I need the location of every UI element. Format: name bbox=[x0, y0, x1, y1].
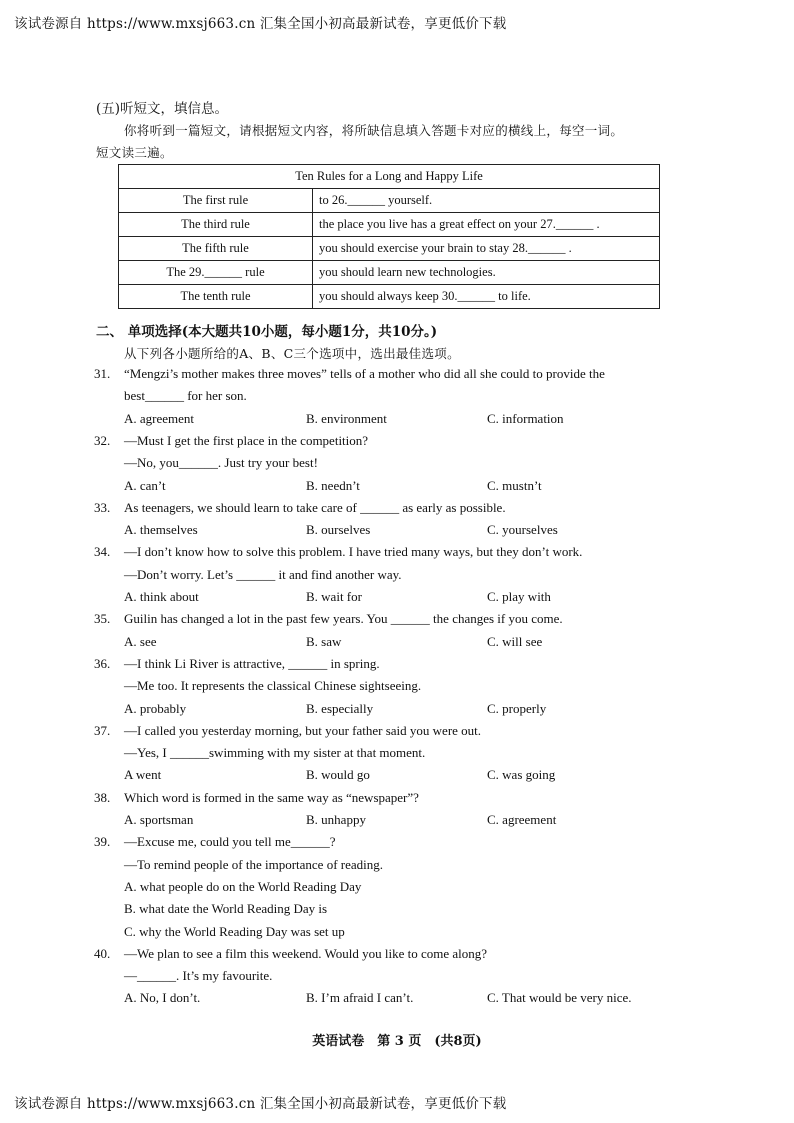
answer-option: B. unhappy bbox=[306, 812, 366, 827]
answer-option: C. information bbox=[487, 410, 564, 426]
question-text: —I called you yesterday morning, but your father said you were out. bbox=[124, 722, 482, 738]
answer-option: C. was going bbox=[487, 767, 556, 783]
question-text: —Don’t worry. Let’s ______ it and find another way. bbox=[124, 566, 402, 582]
question-text: —I think Li River is attractive, ______ in spring. bbox=[124, 655, 380, 671]
question-number: 35. bbox=[94, 611, 111, 627]
rules-table-title: Ten Rules for a Long and Happy Life bbox=[119, 165, 660, 189]
table-cell-detail: the place you live has a great effect on your 27.______ . bbox=[313, 213, 660, 237]
rules-table bbox=[118, 164, 660, 309]
question-text: —Yes, I ______swimming with my sister at that moment. bbox=[124, 745, 426, 761]
question-text: Which word is formed in the same way as “newspaper”? bbox=[124, 789, 419, 805]
answer-option: B. environment bbox=[306, 410, 387, 426]
answer-option: B. would go bbox=[306, 767, 370, 783]
table-cell-detail: you should exercise your brain to stay 28.______ . bbox=[313, 237, 660, 261]
question-text: As teenagers, we should learn to take care of ______ as early as possible. bbox=[124, 499, 506, 515]
table-cell-detail: you should learn new technologies. bbox=[313, 261, 660, 285]
answer-option: A. can’t bbox=[124, 477, 166, 493]
answer-option: B. what date the World Reading Day is bbox=[124, 901, 328, 917]
answer-option: B. needn’t bbox=[306, 477, 360, 493]
section2-instruction: 从下列各小题所给的A、B、C三个选项中，选出最佳选项。 bbox=[124, 346, 460, 361]
table-cell-detail: you should always keep 30.______ to life. bbox=[313, 285, 660, 309]
answer-option: C. will see bbox=[487, 633, 543, 649]
question-text: best______ for her son. bbox=[124, 388, 247, 404]
table-cell-rule: The third rule bbox=[119, 213, 313, 237]
source-banner-top: 该试卷源自 https://www.mxsj663.cn 汇集全国小初高最新试卷，享更低价下载 bbox=[14, 16, 507, 32]
question-text: —We plan to see a film this weekend. Would you like to come along? bbox=[124, 945, 488, 961]
question-number: 31. bbox=[94, 366, 111, 381]
section5-instruction-line1: 你将听到一篇短文，请根据短文内容，将所缺信息填入答题卡对应的横线上，每空一词。 bbox=[124, 123, 624, 138]
question-number: 32. bbox=[94, 432, 111, 448]
question-text: —No, you______. Just try your best! bbox=[124, 455, 318, 471]
question-number: 39. bbox=[94, 834, 111, 850]
source-banner-bottom: 该试卷源自 https://www.mxsj663.cn 汇集全国小初高最新试卷，享更低价下载 bbox=[14, 1096, 507, 1112]
table-row bbox=[119, 213, 660, 237]
answer-option: B. I’m afraid I can’t. bbox=[306, 990, 414, 1006]
answer-option: C. mustn’t bbox=[487, 477, 542, 493]
answer-option: B. saw bbox=[306, 633, 342, 649]
answer-option: A. what people do on the World Reading Day bbox=[124, 878, 362, 894]
question-text: —Excuse me, could you tell me______? bbox=[124, 834, 336, 850]
question-number: 38. bbox=[94, 789, 111, 805]
answer-option: B. especially bbox=[306, 700, 374, 716]
question-text: —I don’t know how to solve this problem. I have tried many ways, but they don’t work. bbox=[124, 544, 583, 560]
page-footer: 英语试卷 第 3 页 (共8页) bbox=[312, 1034, 482, 1049]
answer-option: A. probably bbox=[124, 700, 187, 716]
question-text: —To remind people of the importance of reading. bbox=[124, 856, 384, 872]
section2-title: 二、 单项选择(本大题共10小题，每小题1分，共10分。) bbox=[96, 324, 438, 340]
answer-option: B. ourselves bbox=[306, 522, 371, 538]
table-cell-rule: The fifth rule bbox=[119, 237, 313, 261]
answer-option: A went bbox=[124, 767, 162, 783]
question-number: 36. bbox=[94, 655, 111, 671]
question-text: —Me too. It represents the classical Chinese sightseeing. bbox=[124, 678, 422, 694]
answer-option: A. sportsman bbox=[124, 812, 194, 827]
answer-option: C. play with bbox=[487, 589, 551, 604]
answer-option: A. No, I don’t. bbox=[124, 990, 201, 1006]
table-row bbox=[119, 237, 660, 261]
answer-option: A. agreement bbox=[124, 410, 195, 426]
answer-option: C. properly bbox=[487, 700, 547, 716]
question-text: —______. It’s my favourite. bbox=[124, 968, 273, 984]
question-text: —Must I get the first place in the competition? bbox=[124, 432, 369, 448]
question-text: “Mengzi’s mother makes three moves” tells of a mother who did all she could to provide the bbox=[124, 366, 605, 381]
answer-option: C. yourselves bbox=[487, 522, 558, 538]
answer-option: A. themselves bbox=[124, 522, 198, 538]
section5-instruction-line2: 短文读三遍。 bbox=[96, 145, 173, 160]
table-cell-rule: The 29.______ rule bbox=[119, 261, 313, 285]
answer-option: A. see bbox=[124, 633, 157, 649]
answer-option: C. why the World Reading Day was set up bbox=[124, 923, 345, 939]
table-row bbox=[119, 189, 660, 213]
question-number: 40. bbox=[94, 945, 111, 961]
question-number: 37. bbox=[94, 722, 111, 738]
answer-option: B. wait for bbox=[306, 589, 362, 604]
answer-option: A. think about bbox=[124, 589, 199, 604]
question-number: 33. bbox=[94, 499, 111, 515]
table-row bbox=[119, 285, 660, 309]
table-row bbox=[119, 261, 660, 285]
table-cell-detail: to 26.______ yourself. bbox=[313, 189, 660, 213]
table-cell-rule: The tenth rule bbox=[119, 285, 313, 309]
table-cell-rule: The first rule bbox=[119, 189, 313, 213]
answer-option: C. That would be very nice. bbox=[487, 990, 632, 1006]
question-number: 34. bbox=[94, 544, 111, 560]
answer-option: C. agreement bbox=[487, 812, 557, 827]
section5-title: (五)听短文，填信息。 bbox=[96, 101, 229, 117]
question-text: Guilin has changed a lot in the past few years. You ______ the changes if you come. bbox=[124, 611, 563, 627]
